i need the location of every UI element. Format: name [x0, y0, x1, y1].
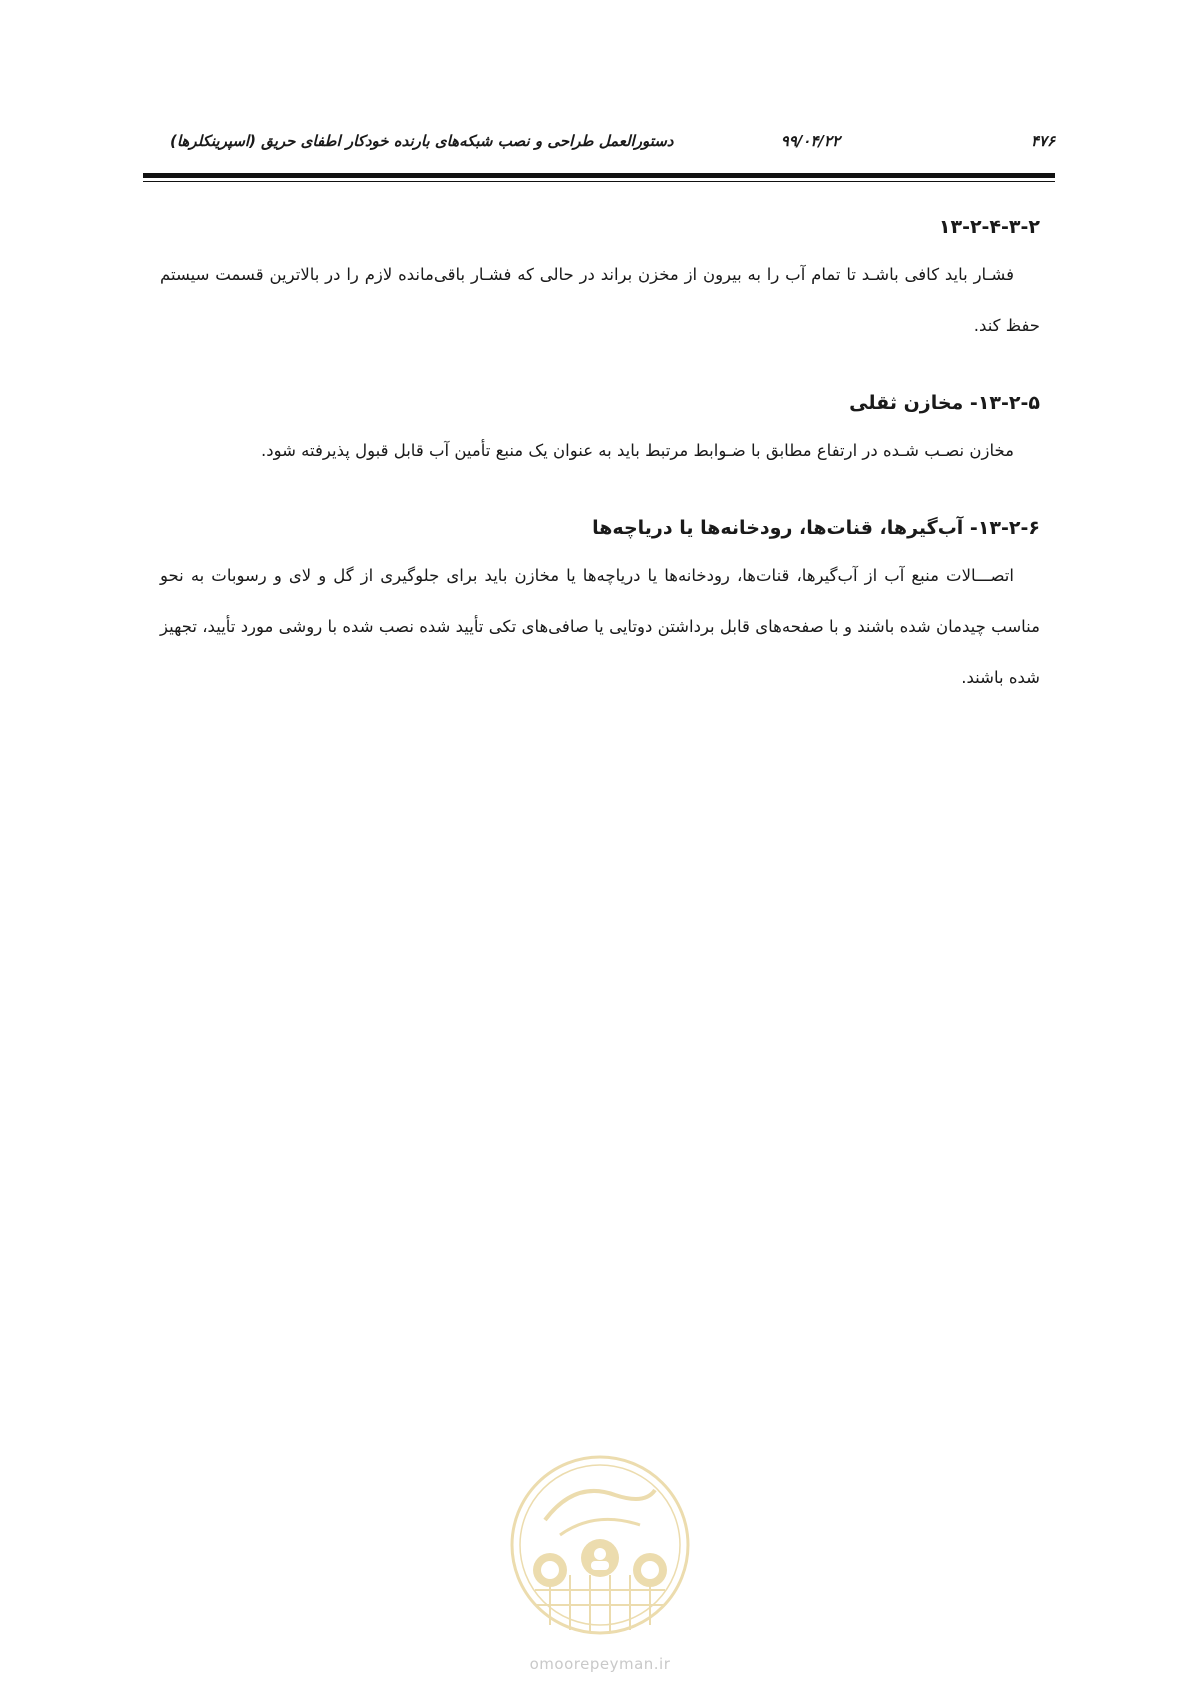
section-paragraph: مخازن نصـب شـده در ارتفاع مطابق با ضـوابط مرتبط باید به عنوان یک منبع تأمین آب قابل قبول پذیرفته شود. — [261, 441, 1014, 460]
section-heading: ۱۳-۲-۵- مخازن ثقلی — [849, 392, 1040, 414]
section-paragraph: فشـار باید کافی باشـد تا تمام آب را به بیرون از مخزن براند در حالی که فشـار باقی‌مانده لازم را در بالاترین قسمت سیستم حفظ کند. — [160, 265, 1040, 335]
watermark-url: omoorepeyman.ir — [529, 1655, 671, 1673]
header-date: ۹۹/۰۴/۲۲ — [780, 132, 840, 150]
header-rule — [143, 173, 1055, 178]
section-paragraph: اتصـــالات منبع آب از آب‌گیرها، قنات‌ها، رودخانه‌ها یا دریاچه‌ها یا مخازن باید برای جلوگیری از گل و لای و رسوبات به نحو مناسب چیدمان شده باشند و با صفحه‌های قابل برداشتن دوتایی یا صافی‌های تکی تأیید شده نصب شده با روشی مورد تأیید، تجهیز شده باشند. — [160, 566, 1040, 687]
document-title: دستورالعمل طراحی و نصب شبکه‌های بارنده خودکار اطفای حریق (اسپرینکلرها) — [170, 132, 674, 150]
section-heading: ۱۳-۲-۶- آب‌گیرها، قنات‌ها، رودخانه‌ها یا دریاچه‌ها — [592, 517, 1040, 539]
page-number: ۴۷۶ — [1030, 132, 1055, 150]
section-heading: ۱۳-۲-۴-۳-۲ — [938, 216, 1040, 238]
header-rule-thin — [143, 181, 1055, 182]
watermark-logo — [505, 1450, 695, 1640]
page-body — [160, 205, 1040, 721]
page-header — [140, 126, 1055, 158]
